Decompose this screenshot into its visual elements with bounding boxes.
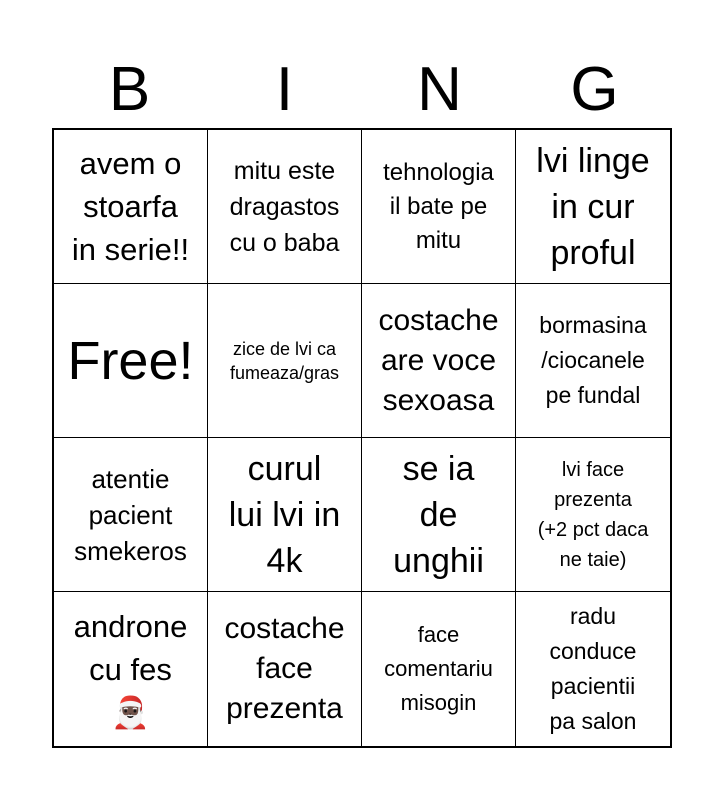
bingo-cell[interactable] xyxy=(54,438,208,592)
cell-text: bormasina /ciocanele pe fundal xyxy=(539,312,647,408)
cell-text: radu conduce pacientii pa salon xyxy=(549,603,637,734)
bingo-cell[interactable] xyxy=(362,592,516,746)
bingo-cell[interactable] xyxy=(208,284,362,438)
cell-text: tehnologia il bate pe mitu xyxy=(383,158,494,254)
header-letter-b: B xyxy=(108,55,151,124)
bingo-cell[interactable] xyxy=(208,438,362,592)
cell-text: mitu este dragastos cu o baba xyxy=(229,156,340,257)
cell-text: androne cu fes 🎅🏿 xyxy=(73,608,188,730)
bingo-cell[interactable] xyxy=(208,592,362,746)
cell-text: avem o stoarfa in serie!! xyxy=(71,146,190,267)
bingo-cell[interactable] xyxy=(208,130,362,284)
bingo-header xyxy=(52,52,672,128)
bingo-grid xyxy=(52,128,672,748)
cell-text: se ia de unghii xyxy=(393,449,484,580)
cell-text: face comentariu misogin xyxy=(384,622,493,715)
bingo-cell[interactable] xyxy=(516,284,670,438)
header-letter-g: G xyxy=(570,55,619,124)
cell-text: atentie pacient smekeros xyxy=(74,463,187,566)
bingo-cell[interactable] xyxy=(362,130,516,284)
bingo-cell[interactable] xyxy=(516,130,670,284)
header-letter-n: N xyxy=(417,55,462,124)
bingo-cell[interactable] xyxy=(54,592,208,746)
bingo-cell[interactable] xyxy=(516,592,670,746)
bingo-cell[interactable] xyxy=(516,438,670,592)
cell-text: zice de lvi ca fumeaza/gras xyxy=(229,338,340,383)
cell-text: Free! xyxy=(67,330,194,391)
cell-text: lvi face prezenta (+2 pct daca ne taie) xyxy=(537,458,649,571)
bingo-cell[interactable] xyxy=(362,438,516,592)
cell-text: costache are voce sexoasa xyxy=(378,303,499,417)
bingo-cell[interactable] xyxy=(362,284,516,438)
cell-text: curul lui lvi in 4k xyxy=(228,449,341,580)
bingo-cell[interactable] xyxy=(54,130,208,284)
free-space[interactable] xyxy=(54,284,208,438)
cell-text: costache face prezenta xyxy=(224,612,345,725)
cell-text: lvi linge in cur proful xyxy=(536,141,650,272)
header-letter-i: I xyxy=(275,55,294,124)
